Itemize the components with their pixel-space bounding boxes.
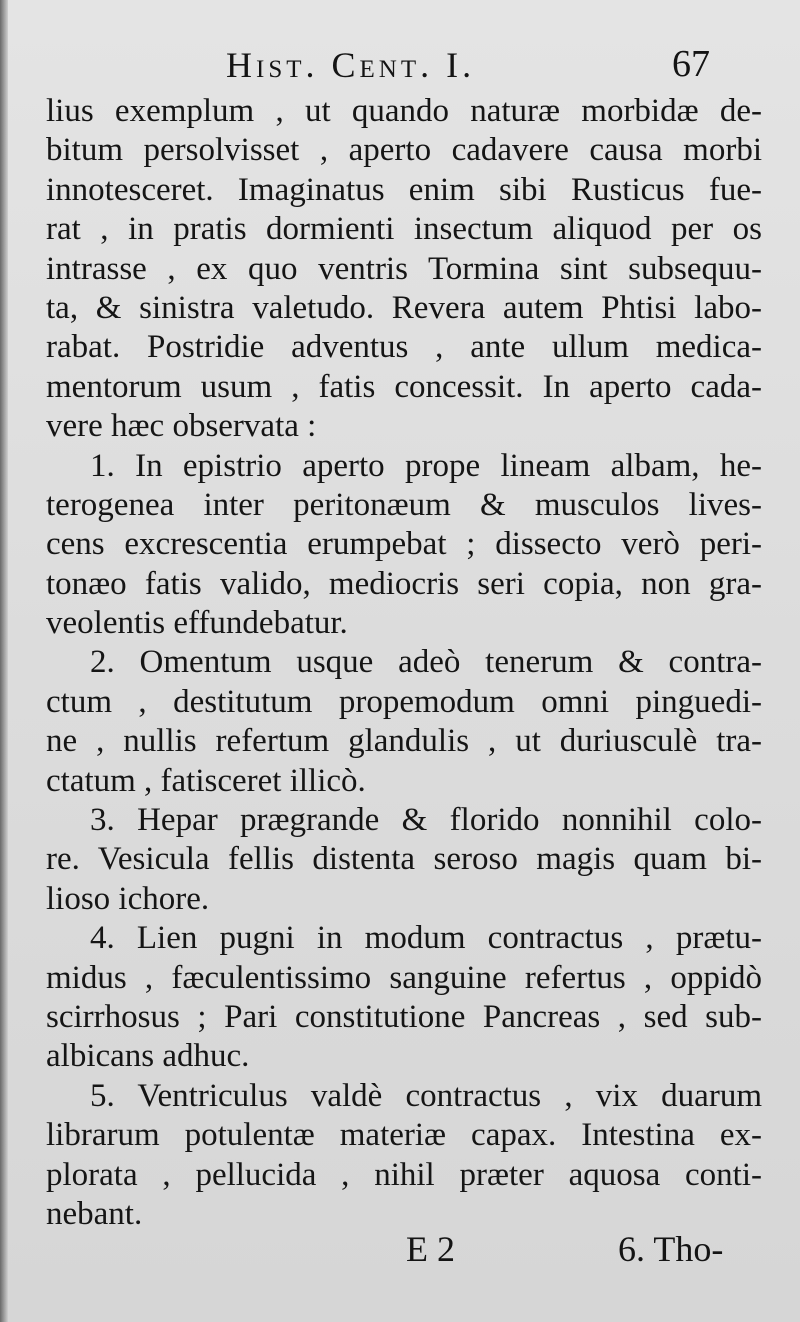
item-1-line: 1. In epistrio aperto prope lineam albam, he- — [90, 447, 762, 484]
text-line: ctum , destitutum propemodum omni pinguedi- — [46, 683, 762, 720]
running-title: Hist. Cent. I. — [226, 45, 476, 85]
text-line: albicans adhuc. — [46, 1038, 250, 1075]
page-gutter-shadow — [0, 0, 8, 1322]
item-4-line: 4. Lien pugni in modum contractus , prætu- — [90, 920, 762, 957]
text-line: plorata , pellucida , nihil præter aquosa conti- — [46, 1156, 762, 1193]
text-line: rat , in pratis dormienti insectum aliquod per os — [46, 211, 762, 248]
text-line: terogenea inter peritonæum & musculos lives- — [46, 486, 762, 523]
text-line: vere hæc observata : — [46, 408, 317, 445]
body-text — [46, 92, 762, 1234]
item-2-line: 2. Omentum usque adeò tenerum & contra- — [90, 644, 762, 681]
text-line: ta, & sinistra valetudo. Revera autem Phtisi labo- — [46, 289, 762, 326]
text-line: librarum potulentæ materiæ capax. Intestina ex- — [46, 1117, 762, 1154]
item-3-line: 3. Hepar prægrande & florido nonnihil colo- — [90, 802, 762, 839]
catchword: 6. Tho- — [618, 1229, 724, 1269]
page-header — [0, 38, 800, 94]
text-line: cens excrescentia erumpebat ; dissecto verò peri- — [46, 526, 762, 563]
text-line: lioso ichore. — [46, 880, 210, 917]
page-footer — [0, 1228, 800, 1278]
text-line: innotesceret. Imaginatus enim sibi Rusticus fue- — [46, 171, 762, 208]
text-line: tonæo fatis valido, mediocris seri copia, non gra- — [46, 565, 762, 602]
text-line: ne , nullis refertum glandulis , ut duriusculè tra- — [46, 723, 762, 760]
text-line: scirrhosus ; Pari constitutione Pancreas , sed sub- — [46, 998, 762, 1035]
signature-mark: E 2 — [406, 1229, 455, 1269]
text-line: bitum persolvisset , aperto cadavere causa morbi — [46, 132, 762, 169]
item-5-line: 5. Ventriculus valdè contractus , vix duarum — [90, 1077, 762, 1114]
text-line: rabat. Postridie adventus , ante ullum medica- — [46, 329, 762, 366]
text-line: re. Vesicula fellis distenta seroso magis quam bi- — [46, 841, 762, 878]
text-line: lius exemplum , ut quando naturæ morbidæ de- — [46, 93, 762, 129]
text-line: veolentis effundebatur. — [46, 605, 348, 642]
text-line: mentorum usum , fatis concessit. In aperto cada- — [46, 368, 762, 405]
text-line: nebant. — [46, 1195, 143, 1232]
text-line: intrasse , ex quo ventris Tormina sint subsequu- — [46, 250, 762, 287]
text-line: midus , fæculentissimo sanguine refertus , oppidò — [46, 959, 762, 996]
text-line: ctatum , fatisceret illicò. — [46, 762, 366, 799]
page-number: 67 — [672, 43, 710, 85]
